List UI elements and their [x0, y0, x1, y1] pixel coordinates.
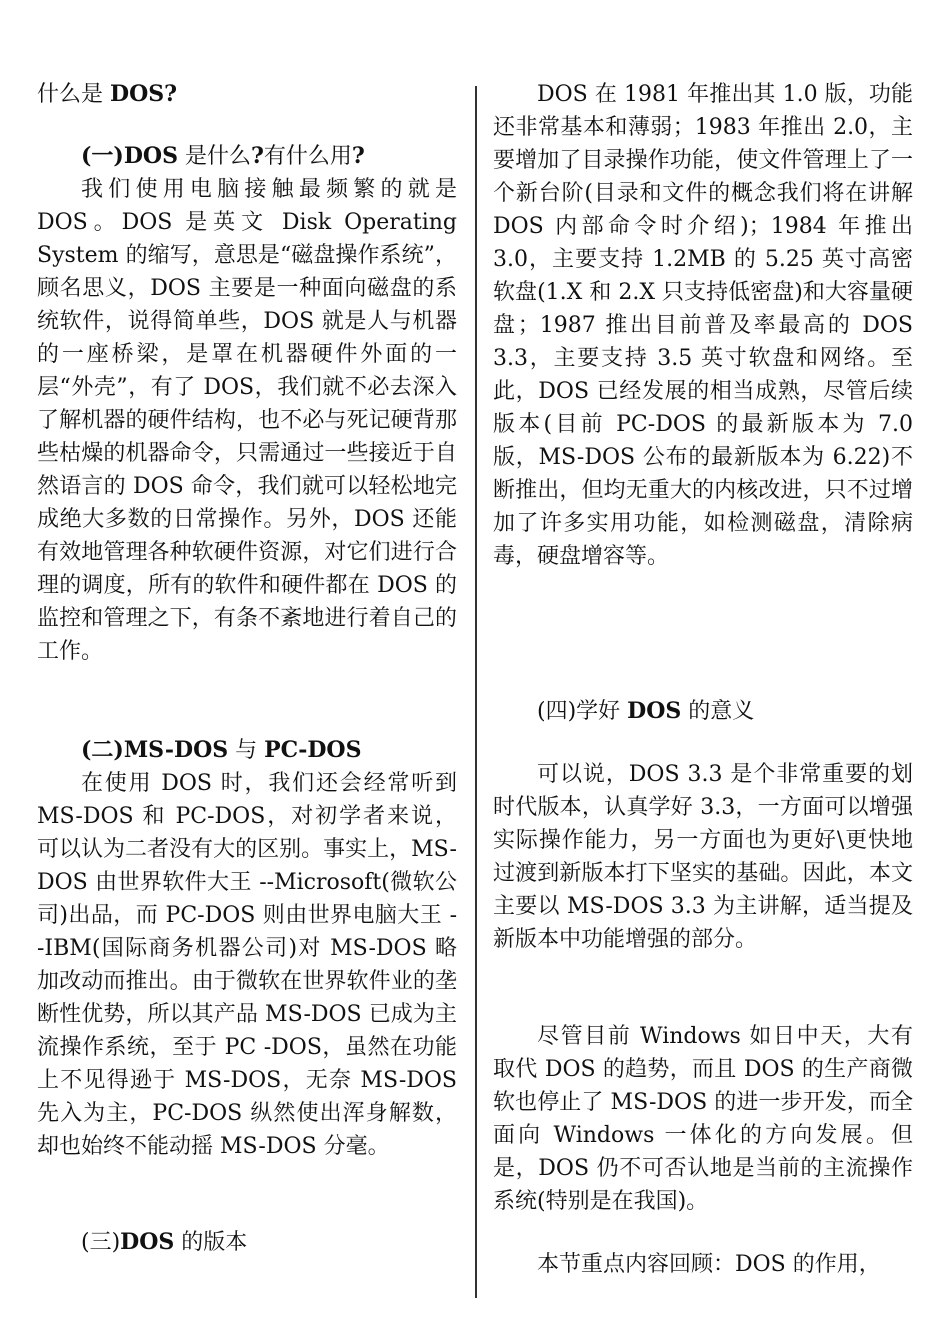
paragraph-what-is-dos: 我们使用电脑接触最频繁的就是 DOS。DOS 是英文 Disk Operating System 的缩写，意思是“磁盘操作系统”，顾名思义，DOS 主要是一种面向磁盘的系统软件，说得简单些，DOS 就是人与机器的一座桥梁，是罩在机器硬件外面的一层“外壳”，有了 DOS，我们就不必去深入了解机器的硬件结构，也不必与死记硬背那些枯燥的机器命令，只需通过一些接近于自然语言的 DOS 命令，我们就可以轻松地完成绝大多数的日常操作。另外，DOS 还能有效地管理各种软硬件资源，对它们进行合理的调度，所有的软件和硬件都在 DOS 的监控和管理之下，有条不紊地进行着自己的工作。 — [37, 177, 457, 664]
page-title — [37, 78, 457, 111]
heading-3-text: 的版本 — [174, 1230, 248, 1255]
paragraph-windows: 尽管目前 Windows 如日中天，大有取代 DOS 的趋势，而且 DOS 的生产商微软也停止了 MS-DOS 的进一步开发，而全面向 Windows 一体化的方向发展。但是，DOS 仍不可否认地是当前的主流操作系统(特别是在我国)。 — [493, 1024, 913, 1214]
paragraph-dos-versions: DOS 在 1981 年推出其 1.0 版，功能还非常基本和薄弱；1983 年推出 2.0，主要增加了目录操作功能，使文件管理上了一个新台阶(目录和文件的概念我们将在讲解 DOS 内部命令时介绍)；1984 年推出 3.0，主要支持 1.2MB 的 5.25 英寸高密软盘(1.X 和 2.X 只支持低密盘)和大容量硬盘；1987 推出目前普及率最高的 DOS 3.3，主要支持 3.5 英寸软盘和网络。至此，DOS 已经发展的相当成熟，尽管后续版本(目前 PC-DOS 的最新版本为 7.0 版，MS-DOS 公布的最新版本为 6.22)不断推出，但均无重大的内核改进，只不过增加了许多实用功能，如检测磁盘，清除病毒，硬盘增容等。 — [493, 82, 913, 569]
heading-4-text: 的意义 — [681, 699, 755, 724]
heading-1-q2: ? — [351, 143, 365, 169]
heading-1-prefix: (一) — [81, 143, 124, 169]
title-text: 什么是 — [37, 82, 110, 107]
heading-2-prefix: (二) — [81, 737, 124, 763]
heading-1-text: 是什么 — [177, 144, 251, 169]
paragraph-review: 本节重点内容回顾：DOS 的作用， — [537, 1252, 881, 1277]
heading-1-bold: DOS — [123, 143, 178, 169]
heading-2-bold: MS-DOS — [123, 737, 229, 763]
column-divider — [475, 86, 477, 1298]
heading-2-bold-2: PC-DOS — [264, 737, 362, 763]
heading-3-prefix: (三) — [81, 1230, 121, 1255]
paragraph-ms-dos-pc-dos: 在使用 DOS 时，我们还会经常听到 MS-DOS 和 PC-DOS，对初学者来说，可以认为二者没有大的区别。事实上，MS-DOS 由世界软件大王 --Microsoft(微软公司)出品，而 PC-DOS 则由世界电脑大王 --IBM(国际商务机器公司)对 MS-DOS 略加改动而推出。由于微软在世界软件业的垄断性优势，所以其产品 MS-DOS 已成为主流操作系统，至于 PC -DOS，虽然在功能上不见得逊于 MS-DOS，无奈 MS-DOS 先入为主，PC-DOS 纵然使出浑身解数，却也始终不能动摇 MS-DOS 分毫。 — [37, 771, 457, 1159]
heading-1 — [37, 140, 457, 173]
heading-2-text: 与 — [228, 738, 265, 763]
heading-2 — [37, 734, 457, 767]
heading-3-bold: DOS — [120, 1229, 175, 1255]
heading-4-prefix: (四)学好 — [537, 699, 628, 724]
title-bold: DOS? — [110, 81, 178, 107]
paragraph-significance: 可以说，DOS 3.3 是个非常重要的划时代版本，认真学好 3.3，一方面可以增强实际操作能力，另一方面也为更好\更快地过渡到新版本打下坚实的基础。因此，本文主要以 MS-DOS 3.3 为主讲解，适当提及新版本中功能增强的部分。 — [493, 762, 913, 952]
heading-4-bold: DOS — [627, 698, 682, 724]
heading-1-text-2: 有什么用 — [263, 144, 352, 169]
heading-4 — [493, 695, 913, 728]
heading-1-q1: ? — [250, 143, 264, 169]
heading-3 — [37, 1226, 457, 1259]
